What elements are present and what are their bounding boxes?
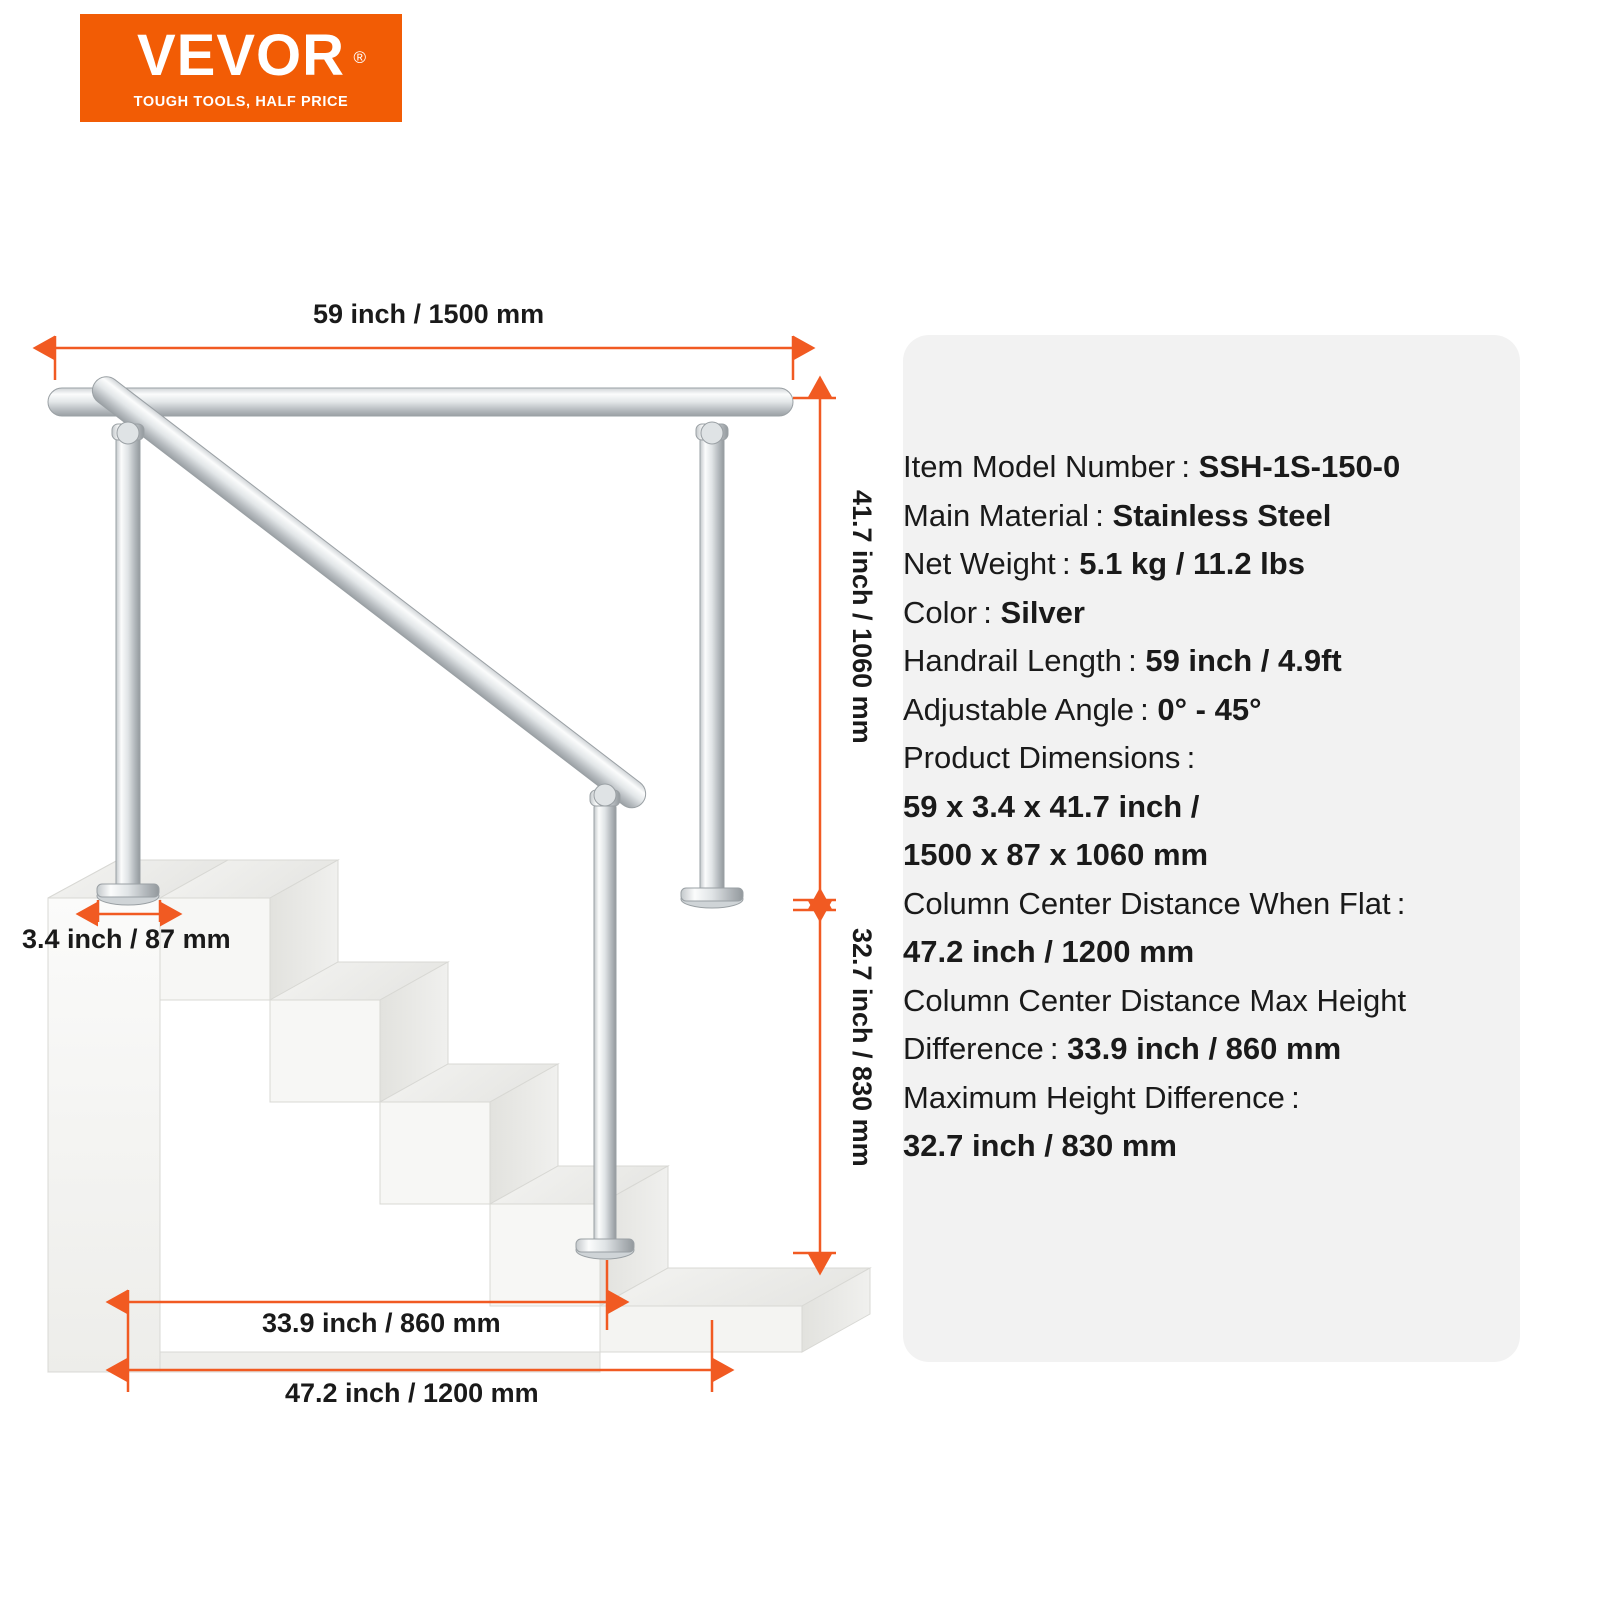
spec-maximum-height-difference-value: 32.7 inch / 830 mm: [903, 1128, 1177, 1163]
spec-label: Column Center Distance When Flat :: [903, 885, 1406, 921]
spec-value: Stainless Steel: [1112, 497, 1332, 533]
spec-label: Net Weight :: [903, 546, 1071, 581]
spec-value: Silver: [1000, 594, 1085, 630]
spec-label: Color :: [903, 594, 992, 630]
spec-label: Product Dimensions :: [903, 740, 1196, 775]
brand-tagline: TOUGH TOOLS, HALF PRICE: [133, 93, 349, 110]
spec-color: [898, 589, 1523, 638]
spec-label: Maximum Height Difference :: [903, 1079, 1300, 1115]
spec-net-weight: [898, 540, 1523, 589]
spec-label: Column Center Distance Max Height: [903, 982, 1407, 1018]
spec-label: Adjustable Angle :: [903, 691, 1149, 727]
dimension-outer-span: 47.2 inch / 1200 mm: [285, 1378, 539, 1408]
dimension-inner-span: 33.9 inch / 860 mm: [262, 1308, 501, 1338]
dimension-right-lower-height: 32.7 inch / 830 mm: [847, 928, 877, 1167]
spec-column-center-distance-flat: [898, 880, 1523, 929]
spec-handrail-length: [898, 637, 1523, 686]
spec-value: 5.1 kg / 11.2 lbs: [1079, 546, 1305, 581]
spec-column-center-distance-max-line1: [898, 977, 1523, 1026]
brand-name-text: VEVOR: [136, 22, 346, 88]
spec-product-dimensions-mm: 1500 x 87 x 1060 mm: [903, 837, 1209, 872]
spec-column-center-distance-flat-value: 47.2 inch / 1200 mm: [903, 934, 1195, 969]
registered-mark: ®: [353, 47, 368, 67]
spec-label: Item Model Number :: [903, 449, 1191, 484]
spec-column-center-distance-max-line2: [898, 1025, 1523, 1074]
spec-main-material: [898, 492, 1523, 541]
spec-product-dimensions-inch: 59 x 3.4 x 41.7 inch /: [903, 788, 1200, 824]
specifications-list: [898, 443, 1523, 1171]
dimension-right-upper-height: 41.7 inch / 1060 mm: [847, 490, 877, 744]
spec-item-model-number: [898, 443, 1523, 492]
spec-maximum-height-difference: [898, 1074, 1523, 1123]
spec-value: 0° - 45°: [1157, 691, 1262, 727]
specifications-panel: [903, 335, 1520, 1362]
spec-value: 59 inch / 4.9ft: [1145, 643, 1342, 678]
dimension-base-width: 3.4 inch / 87 mm: [22, 924, 231, 954]
dimension-top-width: 59 inch / 1500 mm: [313, 299, 545, 329]
spec-adjustable-angle: [898, 686, 1523, 735]
spec-label: Difference :: [903, 1031, 1059, 1066]
spec-value: SSH-1S-150-0: [1198, 449, 1401, 484]
spec-label: Handrail Length :: [903, 643, 1137, 678]
spec-product-dimensions: [898, 734, 1523, 783]
spec-value: 33.9 inch / 860 mm: [1067, 1031, 1342, 1066]
spec-label: Main Material :: [903, 497, 1104, 533]
